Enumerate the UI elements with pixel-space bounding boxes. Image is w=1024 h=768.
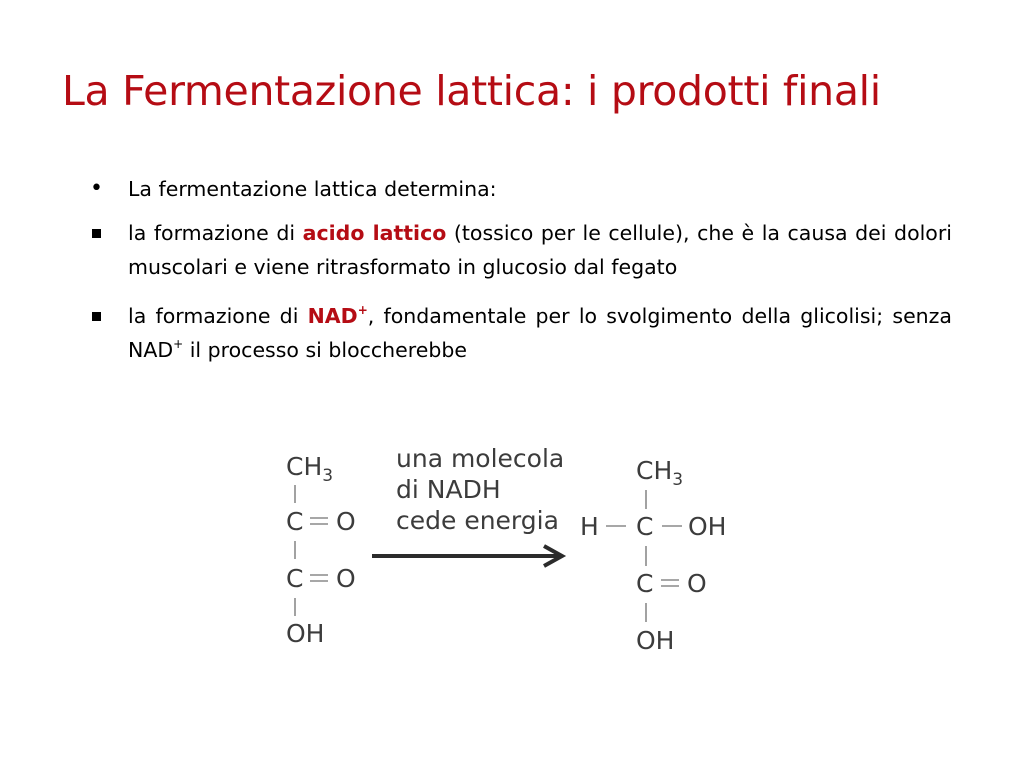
bullet1-text-after: (tossico per le cellule), che è la causa dei dolori muscolari e viene ritrasformato in glucosio dal fegato — [128, 221, 952, 279]
product-ch3: $CH_3$ — [636, 456, 684, 490]
bullet-dot-icon: • — [90, 176, 103, 201]
reactant-c1: C — [286, 507, 304, 536]
reactant-o1: O — [336, 507, 356, 536]
square-bullet-icon — [92, 312, 101, 321]
bullet-list — [90, 172, 952, 382]
bullet2-text-after2: il processo si bloccherebbe — [183, 338, 467, 362]
product-o2: O — [687, 569, 707, 598]
bullet2-sup2: + — [173, 337, 184, 351]
product-h: H — [580, 512, 599, 541]
bullet2-highlight-sup: + — [357, 303, 368, 317]
product-oh2: OH — [636, 626, 675, 655]
product-c2: C — [636, 569, 654, 598]
reaction-arrow-icon — [372, 546, 562, 566]
arrow-label-line3: cede energia — [396, 506, 559, 535]
bullet-intro — [90, 172, 952, 206]
arrow-label — [396, 444, 564, 535]
slide-title: La Fermentazione lattica: i prodotti finali — [62, 67, 881, 115]
reactant-oh: OH — [286, 619, 325, 648]
square-bullet-icon — [92, 229, 101, 238]
reactant-ch3: $CH_3$ — [286, 452, 334, 486]
bullet-acido-lattico — [90, 216, 952, 284]
reactant-o2: O — [336, 564, 356, 593]
bullet-intro-text: La fermentazione lattica determina: — [128, 177, 497, 201]
arrow-label-line2: di NADH — [396, 475, 501, 504]
bullet1-text-before: la formazione di — [128, 221, 303, 245]
product-oh1: OH — [688, 512, 727, 541]
bullet-nad — [90, 299, 952, 367]
bullet2-highlight — [308, 304, 368, 328]
arrow-label-line1: una molecola — [396, 444, 565, 473]
bullet2-highlight-text: NAD — [307, 304, 358, 328]
bullet2-text-after1: , fondamentale per lo svolgimento della glicolisi; senza NAD — [128, 304, 952, 362]
reactant-c2: C — [286, 564, 304, 593]
reactant-structure — [286, 452, 356, 648]
product-c1: C — [636, 512, 654, 541]
bullet2-text-before: la formazione di — [128, 304, 308, 328]
reaction-diagram — [260, 420, 780, 680]
product-structure — [580, 456, 726, 655]
bullet1-highlight: acido lattico — [302, 221, 447, 245]
